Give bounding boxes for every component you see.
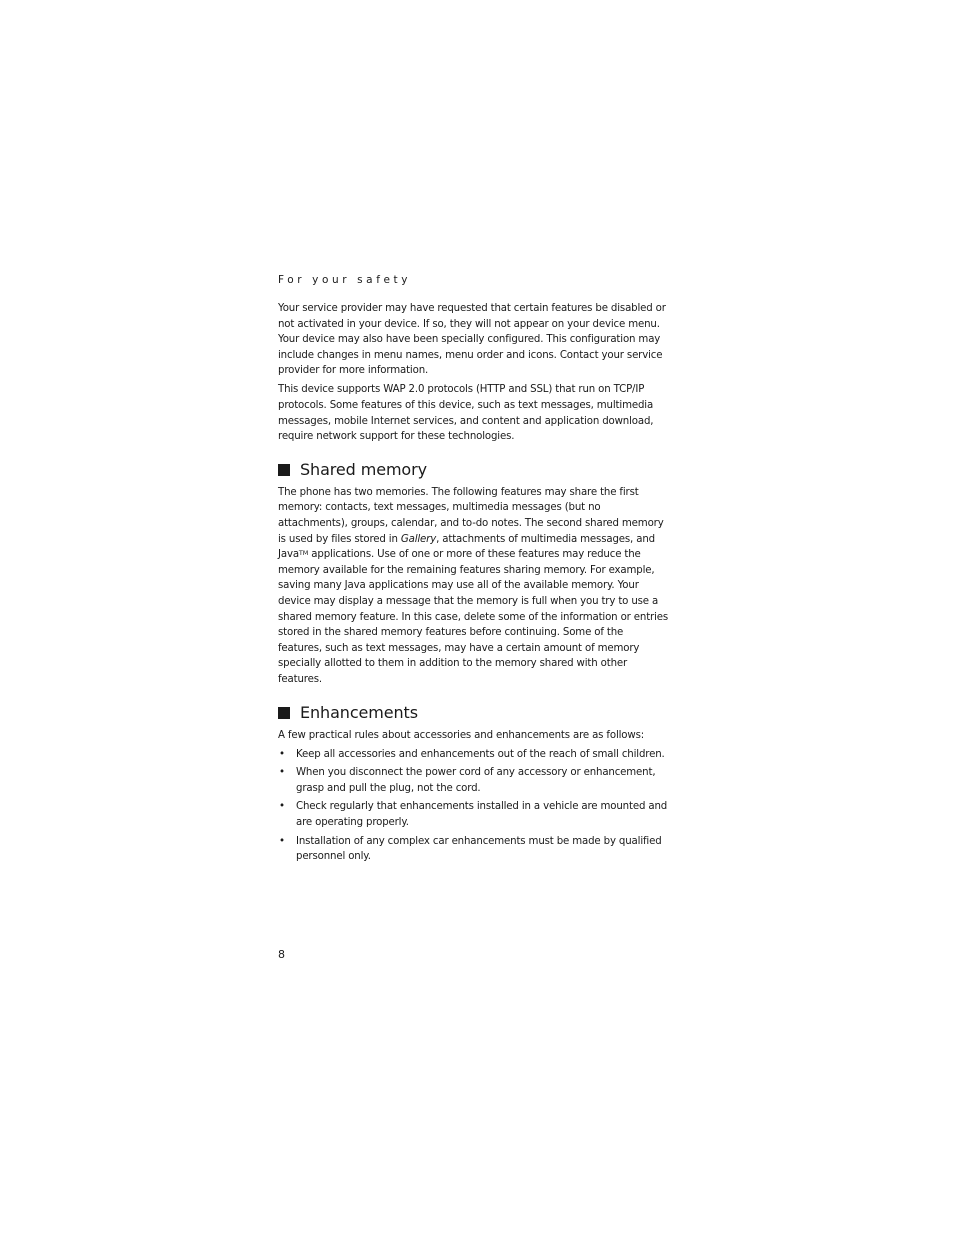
shared-memory-paragraph [278,485,670,688]
list-item-text: Check regularly that enhancements installed in a vehicle are mounted and are operating properly. [296,801,668,829]
bullet-icon: • [279,748,285,760]
list-item [278,747,670,763]
shared-memory-text-part-3: applications. Use of one or more of these features may reduce the memory available for the remaining features sharing memory. For example, saving many Java applications may use all of the available memory. Your device may display a message that the memory is full when you try to use a shared memory feature. In this case, delete some of the information or entries stored in the shared memory features before continuing. Some of the features, such as text messages, may have a certain amount of memory specially allotted to them in addition to the memory shared with other features. [278,549,669,685]
list-item-text: Keep all accessories and enhancements out of the reach of small children. [296,748,665,760]
list-item-text: When you disconnect the power cord of any accessory or enhancement, grasp and pull the plug, not the cord. [296,767,656,794]
list-item [278,799,670,830]
list-item-text: Installation of any complex car enhancements must be made by qualified personnel only. [296,835,662,863]
section-square-icon [278,707,290,719]
enhancements-list [278,747,670,865]
running-header: For your safety [278,274,412,286]
shared-memory-text-part-2: , attachments of multimedia messages, and Java [278,533,655,561]
page-number: 8 [278,948,285,961]
section-square-icon [278,464,290,476]
bullet-icon: • [279,801,285,813]
section-heading-text: Enhancements [300,702,418,722]
shared-memory-text-part-1: The phone has two memories. The following features may share the first memory: contacts, text messages, multimedia messages (but no attachments), groups, calendar, and to-do notes. The second shared memory is used by files stored in [278,486,664,545]
section-heading-text: Shared memory [300,459,427,479]
intro-paragraph-1: Your service provider may have requested that certain features be disabled or not activated in your device. If so, they will not appear on your device menu. Your device may also have been specially configured. This configuration may include changes in menu names, menu order and icons. Contact your service provider for more information. [278,303,666,377]
list-item [278,765,670,796]
intro-paragraph-2: This device supports WAP 2.0 protocols (HTTP and SSL) that run on TCP/IP protocols. Some features of this device, such as text messages, multimedia messages, mobile Internet services, and content and application download, require network support for these technologies. [278,384,654,443]
gallery-term: Gallery [400,533,437,545]
trademark-symbol: TM [298,549,309,558]
section-heading-enhancements [278,702,670,724]
enhancements-intro: A few practical rules about accessories and enhancements are as follows: [278,729,645,741]
section-heading-shared-memory [278,459,670,481]
bullet-icon: • [279,835,285,847]
page-content [278,272,670,865]
bullet-icon: • [279,767,285,779]
list-item [278,834,670,865]
